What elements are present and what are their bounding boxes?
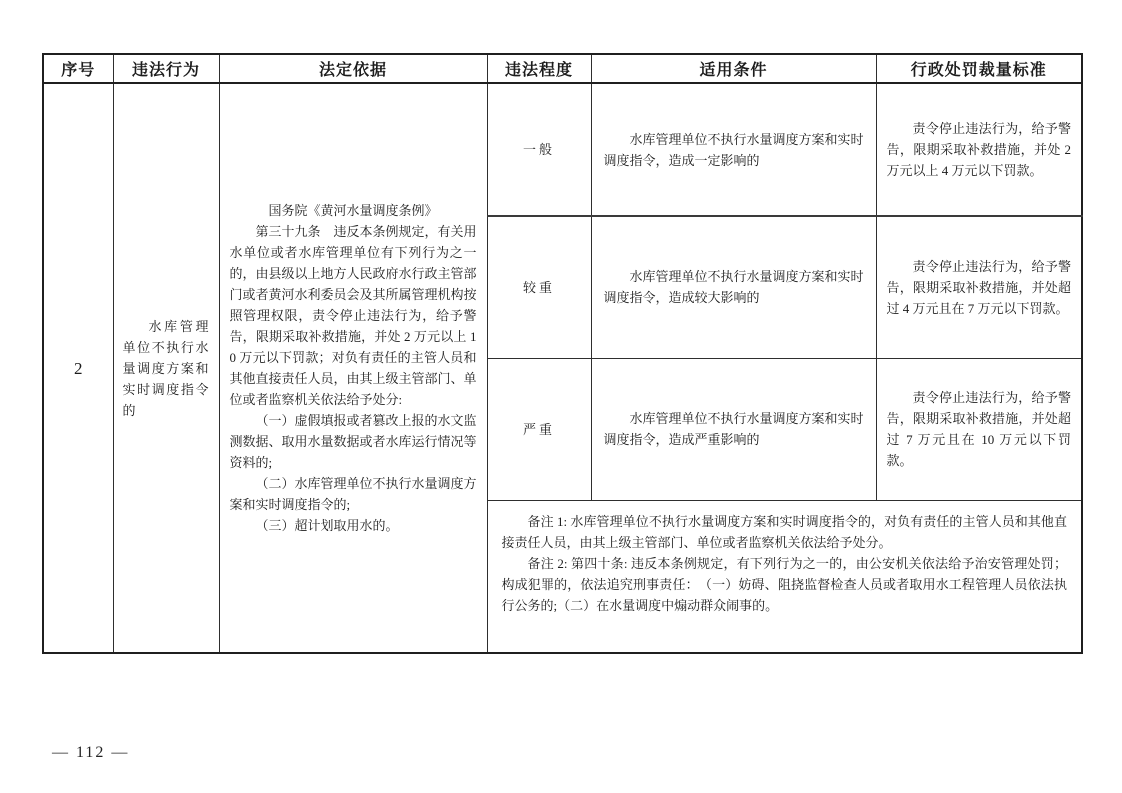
header-legal-basis: 法定依据 xyxy=(219,54,487,83)
remarks-cell xyxy=(487,500,1082,653)
condition-cell-general xyxy=(591,83,876,216)
page-number: — 112 — xyxy=(52,744,130,761)
condition-text: 水库管理单位不执行水量调度方案和实时调度指令，造成较大影响的 xyxy=(603,269,864,306)
condition-text: 水库管理单位不执行水量调度方案和实时调度指令，造成严重影响的 xyxy=(603,411,864,447)
degree-cell-serious: 严重 xyxy=(487,358,591,500)
degree-cell-relatively-serious: 较重 xyxy=(487,216,591,358)
penalty-text: 责令停止违法行为，给予警告，限期采取补救措施，并处超过 7 万元且在 10 万元以下罚款。 xyxy=(886,390,1071,468)
behavior-cell xyxy=(113,83,219,653)
degree-cell-general: 一般 xyxy=(487,83,591,216)
header-serial: 序号 xyxy=(43,54,113,83)
legal-basis-paragraph: （二）水库管理单位不执行水量调度方案和实时调度指令的; xyxy=(229,476,477,512)
condition-cell-serious xyxy=(591,358,876,500)
penalty-text: 责令停止违法行为，给予警告，限期采取补救措施，并处超过 4 万元且在 7 万元以下罚款。 xyxy=(886,258,1071,316)
serial-number-cell: 2 xyxy=(43,83,113,653)
condition-text: 水库管理单位不执行水量调度方案和实时调度指令，造成一定影响的 xyxy=(603,131,864,168)
penalty-discretion-table xyxy=(42,53,1083,654)
legal-basis-title: 国务院《黄河水量调度条例》 xyxy=(268,203,438,218)
header-penalty-standard: 行政处罚裁量标准 xyxy=(876,54,1082,83)
legal-basis-paragraph: 第三十九条 违反本条例规定，有关用水单位或者水库管理单位有下列行为之一的，由县级以上地方人民政府水行政主管部门或者黄河水利委员会及其所属管理机构按照管理权限，责令停止违法行为，给予警告，限期采取补救措施，并处 2 万元以上 10 万元以下罚款；对负有责任的主管人员和其他直接责任人员，由其上级主管部门、单位或者监察机关依法给予处分: xyxy=(229,224,477,407)
penalty-cell-general xyxy=(876,83,1082,216)
remark-1: 备注 1: 水库管理单位不执行水量调度方案和实时调度指令的，对负有责任的主管人员和其他直接责任人员，由其上级主管部门、单位或者监察机关依法给予处分。 xyxy=(501,513,1067,550)
remark-2: 备注 2: 第四十条: 违反本条例规定，有下列行为之一的，由公安机关依法给予治安管理处罚；构成犯罪的，依法追究刑事责任： （一）妨碍、阻挠监督检查人员或者取用水工程管理人员依法执行公务的;（二）在水量调度中煽动群众闹事的。 xyxy=(501,555,1067,613)
legal-basis-cell xyxy=(219,83,487,653)
legal-basis-paragraph: （一）虚假填报或者篡改上报的水文监测数据、取用水量数据或者水库运行情况等资料的; xyxy=(229,413,477,470)
penalty-text: 责令停止违法行为，给予警告，限期采取补救措施，并处 2 万元以上 4 万元以下罚款。 xyxy=(886,121,1071,178)
header-degree: 违法程度 xyxy=(487,54,591,83)
header-condition: 适用条件 xyxy=(591,54,876,83)
condition-cell-relatively-serious xyxy=(591,216,876,358)
table-row xyxy=(43,83,1082,216)
legal-basis-paragraph: （三）超计划取用水的。 xyxy=(255,518,399,533)
table-header-row xyxy=(43,54,1082,83)
behavior-text: 水库管理单位不执行水量调度方案和实时调度指令的 xyxy=(122,318,210,418)
penalty-cell-serious xyxy=(876,358,1082,500)
penalty-cell-relatively-serious xyxy=(876,216,1082,358)
header-behavior: 违法行为 xyxy=(113,54,219,83)
